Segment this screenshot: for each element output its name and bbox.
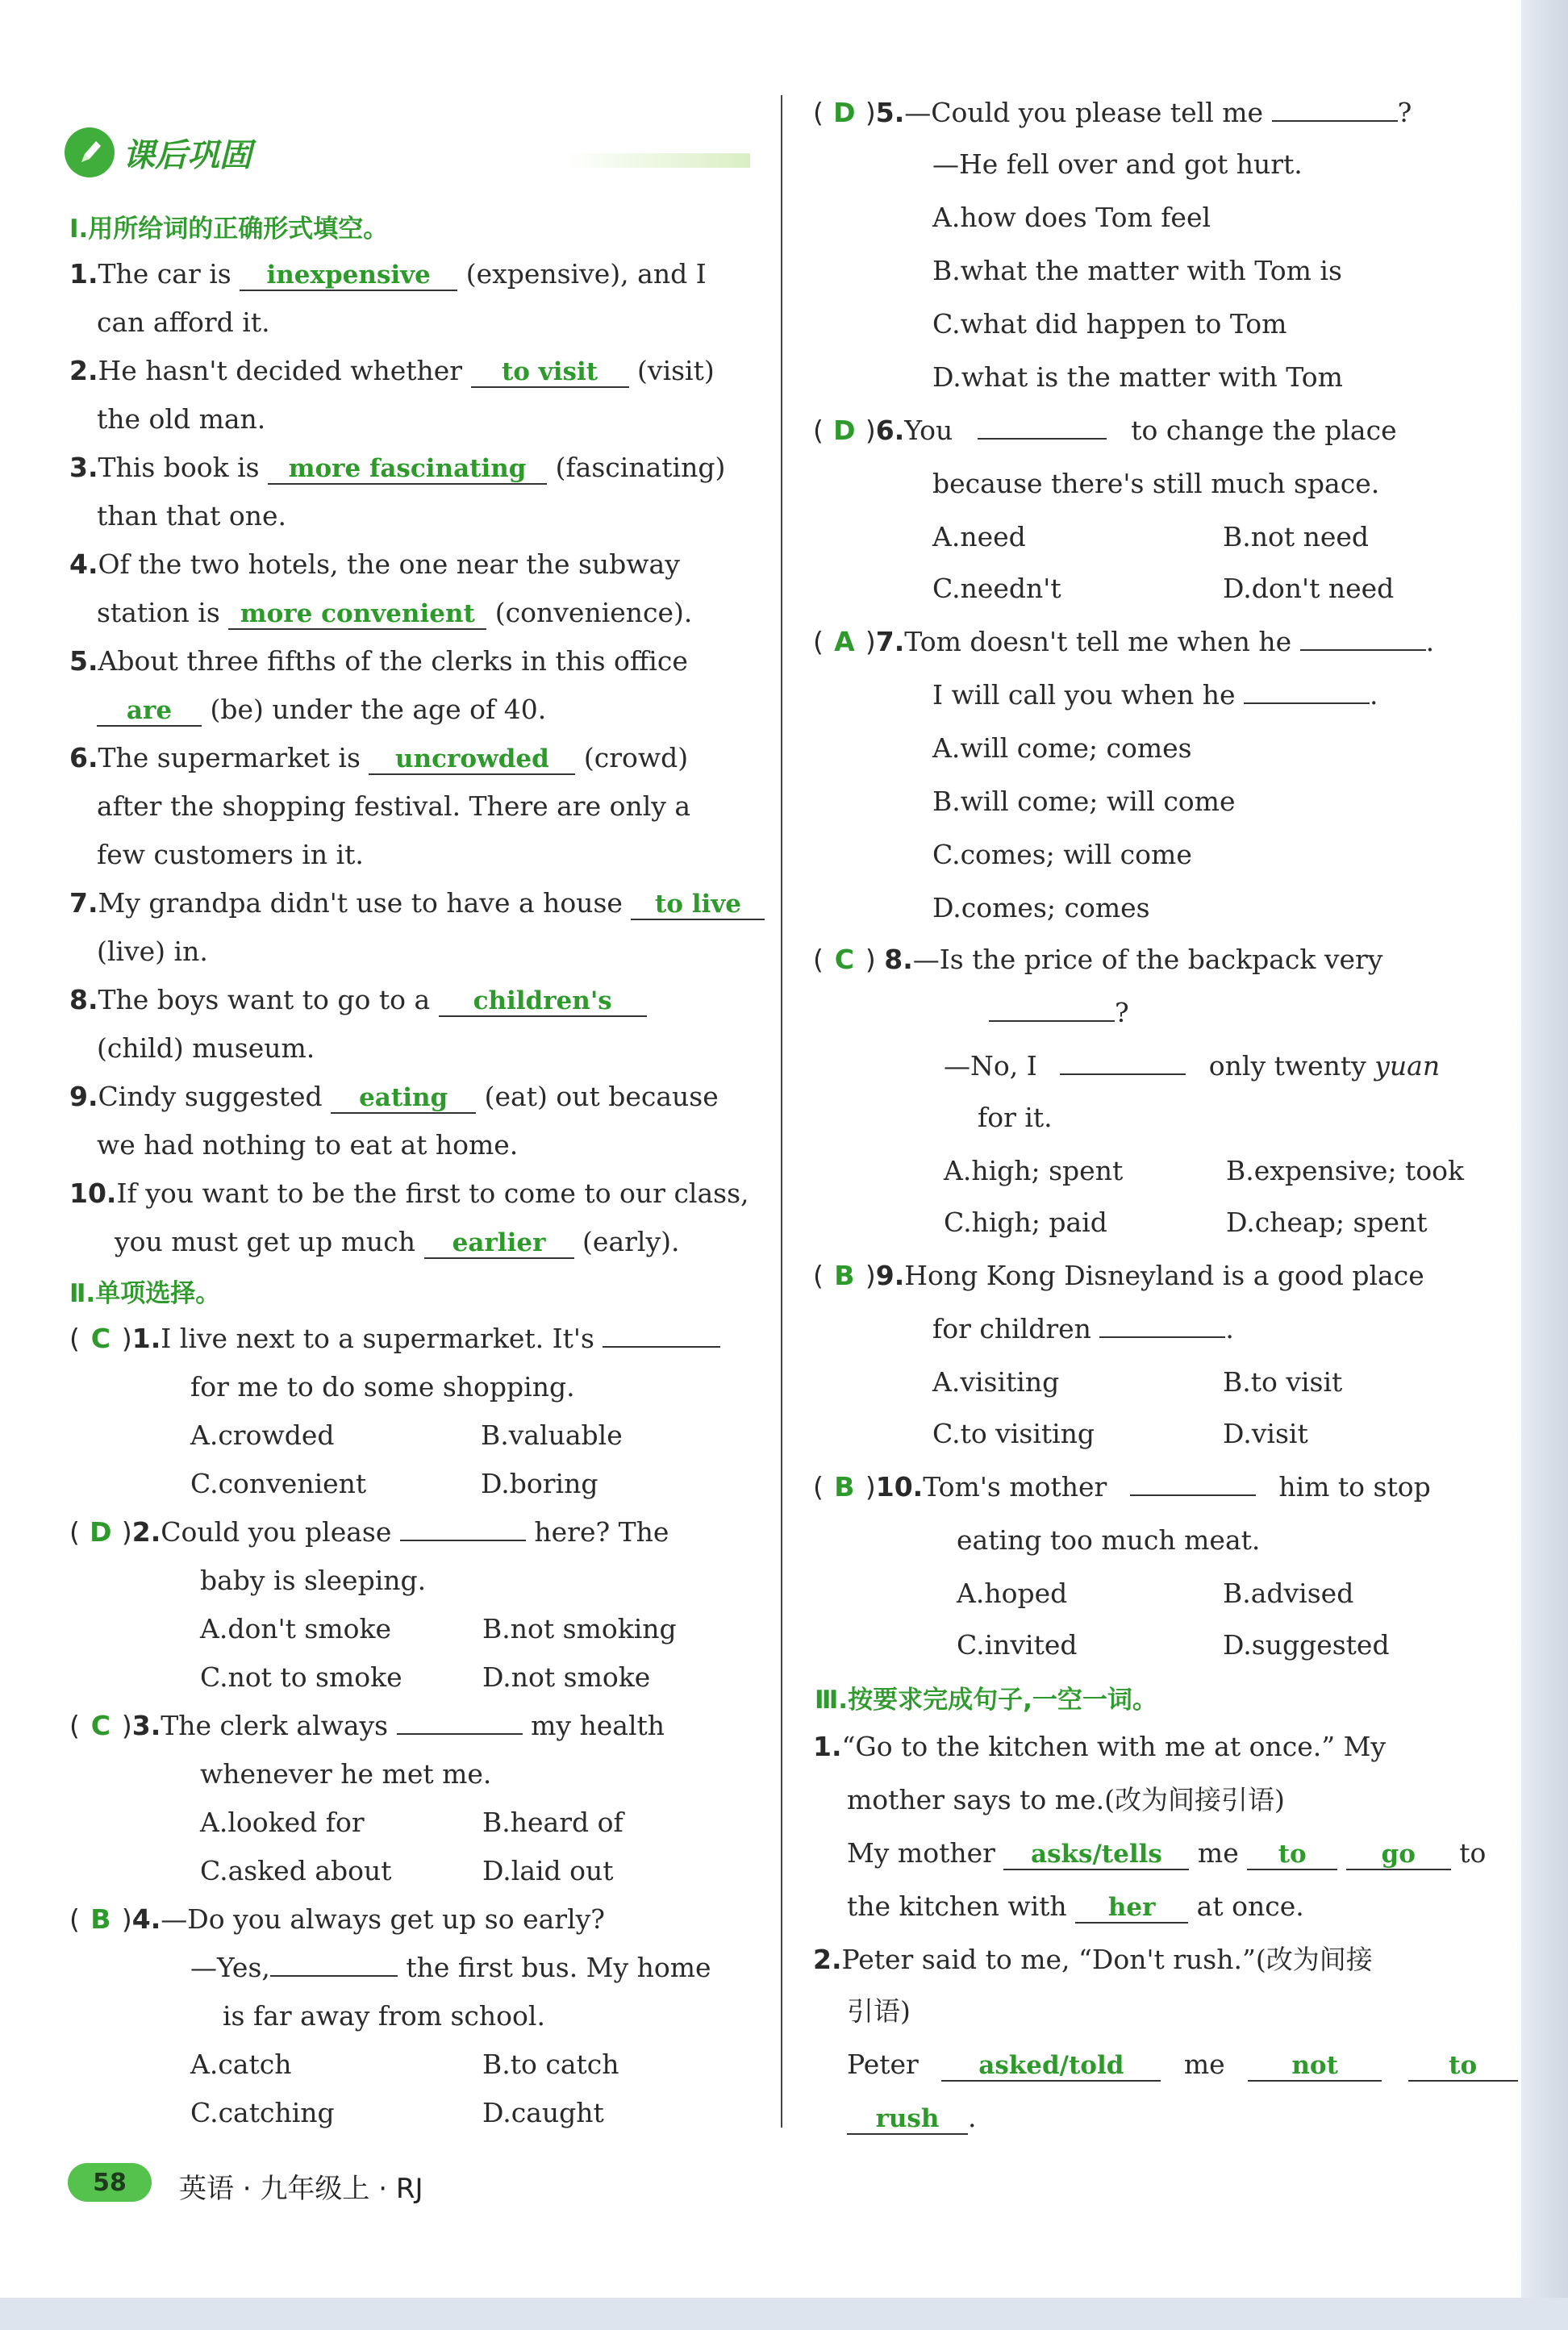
mc-item-2-cont: baby is sleeping.: [200, 1565, 427, 1596]
option-b[interactable]: B.heard of: [482, 1807, 623, 1838]
option-c[interactable]: C.needn't: [932, 573, 1061, 604]
answer-blank[interactable]: are: [97, 696, 202, 727]
option-b[interactable]: B.what the matter with Tom is: [932, 255, 1342, 286]
fill-item-6: 6.The supermarket is uncrowded (crowd): [69, 742, 689, 773]
option-a[interactable]: A.visiting: [932, 1366, 1060, 1398]
answer-blank[interactable]: not: [1248, 2051, 1382, 2082]
option-b[interactable]: B.not need: [1223, 521, 1370, 552]
answer-blank[interactable]: asked/told: [941, 2051, 1161, 2082]
rewrite-item-1-answer2: the kitchen with her at once.: [847, 1890, 1304, 1922]
option-c[interactable]: C.catching: [190, 2097, 335, 2128]
pencil-icon: [65, 127, 115, 177]
option-c[interactable]: C.convenient: [190, 1468, 367, 1499]
fill-item-4: 4.Of the two hotels, the one near the subway: [69, 548, 680, 580]
rewrite-item-1-cont: mother says to me.(改为间接引语): [847, 1784, 1285, 1815]
fill-item-10: 10.If you want to be the first to come to our class,: [69, 1178, 749, 1209]
answer-blank[interactable]: asks/tells: [1003, 1840, 1189, 1870]
answer-blank[interactable]: uncrowded: [369, 744, 575, 775]
rewrite-item-1-answer: My mother asks/tells me to go to: [847, 1837, 1487, 1869]
mc-item-8-cont3: for it.: [978, 1102, 1053, 1133]
mc-item-5-cont: —He fell over and got hurt.: [932, 148, 1303, 180]
mc-item-7: ( A )7.Tom doesn't tell me when he .: [813, 626, 1435, 657]
option-d[interactable]: D.boring: [481, 1468, 598, 1499]
option-a[interactable]: A.don't smoke: [200, 1613, 392, 1644]
mc-answer[interactable]: C: [90, 1323, 111, 1354]
option-d[interactable]: D.don't need: [1223, 573, 1395, 604]
fill-item-1: 1.The car is inexpensive (expensive), and I: [69, 258, 707, 290]
mc-item-8-cont: ?: [989, 997, 1129, 1029]
mc-item-9: ( B )9.Hong Kong Disneyland is a good place: [813, 1260, 1424, 1291]
fill-item-7: 7.My grandpa didn't use to have a house to live: [69, 887, 765, 920]
answer-blank[interactable]: [270, 1975, 398, 1977]
rewrite-item-2-answer: Peter asked/told me not to: [847, 2049, 1518, 2082]
option-d[interactable]: D.not smoke: [482, 1661, 651, 1693]
option-a[interactable]: A.looked for: [200, 1807, 365, 1838]
mc-item-1: ( C )1.I live next to a supermarket. It's: [69, 1323, 720, 1355]
footer-subject: 英语 · 九年级上 · RJ: [179, 2173, 423, 2205]
answer-blank[interactable]: more convenient: [228, 599, 486, 630]
answer-blank[interactable]: to visit: [471, 357, 629, 388]
answer-blank[interactable]: [400, 1540, 526, 1541]
option-a[interactable]: A.catch: [190, 2049, 292, 2080]
mc-item-8-cont2: —No, I only twenty yuan: [944, 1050, 1441, 1082]
fill-item-8: 8.The boys want to go to a children's: [69, 984, 647, 1017]
option-b[interactable]: B.to catch: [482, 2049, 619, 2080]
option-c[interactable]: C.invited: [957, 1629, 1078, 1661]
page-edge-shadow: [1521, 0, 1568, 2330]
mc-answer[interactable]: A: [834, 626, 855, 657]
option-d[interactable]: D.visit: [1223, 1418, 1308, 1449]
option-c[interactable]: C.asked about: [200, 1855, 392, 1886]
mc-answer[interactable]: B: [90, 1903, 111, 1935]
mc-answer[interactable]: D: [833, 97, 856, 128]
answer-blank[interactable]: to: [1247, 1840, 1337, 1870]
fill-item-5: 5.About three fifths of the clerks in this office: [69, 645, 688, 677]
option-d[interactable]: D.laid out: [482, 1855, 614, 1886]
fill-item-7-cont: (live) in.: [97, 936, 208, 967]
option-c[interactable]: C.to visiting: [932, 1418, 1095, 1449]
section-3-title: Ⅲ.按要求完成句子,一空一词。: [815, 1686, 1157, 1715]
mc-item-3: ( C )3.The clerk always my health: [69, 1710, 665, 1741]
section-1-title: Ⅰ.用所给词的正确形式填空。: [69, 215, 389, 244]
option-b[interactable]: B.advised: [1223, 1578, 1354, 1609]
mc-item-7-cont: I will call you when he .: [932, 679, 1378, 711]
option-a[interactable]: A.crowded: [190, 1419, 335, 1451]
option-b[interactable]: B.to visit: [1223, 1366, 1343, 1398]
option-a[interactable]: A.how does Tom feel: [932, 202, 1211, 233]
option-a[interactable]: A.will come; comes: [932, 732, 1192, 764]
fill-item-3: 3.This book is more fascinating (fascinating): [69, 452, 726, 483]
answer-blank[interactable]: more fascinating: [268, 454, 547, 485]
answer-blank[interactable]: her: [1075, 1893, 1188, 1924]
answer-blank[interactable]: [1099, 1336, 1225, 1338]
mc-answer[interactable]: C: [834, 944, 854, 975]
mc-answer[interactable]: B: [834, 1471, 855, 1503]
answer-blank[interactable]: [397, 1733, 523, 1735]
option-d[interactable]: D.cheap; spent: [1226, 1207, 1428, 1238]
mc-item-4: ( B )4.—Do you always get up so early?: [69, 1903, 605, 1935]
mc-answer[interactable]: D: [90, 1516, 112, 1548]
mc-item-3-cont: whenever he met me.: [200, 1758, 492, 1790]
option-d[interactable]: D.caught: [482, 2097, 604, 2128]
rewrite-item-2-answer2: rush .: [847, 2102, 977, 2135]
mc-item-1-cont: for me to do some shopping.: [190, 1371, 575, 1403]
mc-item-10: ( B )10.Tom's mother him to stop: [813, 1471, 1431, 1503]
fill-item-9-cont: we had nothing to eat at home.: [97, 1129, 519, 1161]
fill-item-2-cont: the old man.: [97, 403, 266, 435]
answer-blank[interactable]: eating: [331, 1083, 476, 1114]
answer-blank[interactable]: to live: [631, 890, 765, 920]
mc-answer[interactable]: C: [90, 1710, 111, 1741]
mc-answer[interactable]: D: [833, 415, 856, 446]
option-b[interactable]: B.not smoking: [482, 1613, 677, 1644]
option-d[interactable]: D.comes; comes: [932, 892, 1150, 923]
mc-item-8: ( C ) 8.—Is the price of the backpack very: [813, 944, 1383, 975]
fill-item-6-cont2: few customers in it.: [97, 839, 364, 870]
rewrite-item-2: 2.Peter said to me, “Don't rush.”(改为间接: [813, 1944, 1373, 1975]
answer-blank[interactable]: [603, 1346, 720, 1348]
option-c[interactable]: C.comes; will come: [932, 839, 1192, 870]
fill-item-9: 9.Cindy suggested eating (eat) out because: [69, 1081, 719, 1112]
mc-answer[interactable]: B: [834, 1260, 855, 1291]
fill-item-2: 2.He hasn't decided whether to visit (visit): [69, 355, 715, 386]
answer-blank[interactable]: [978, 438, 1107, 440]
answer-blank[interactable]: [1060, 1073, 1186, 1075]
answer-blank[interactable]: children's: [439, 986, 647, 1017]
option-b[interactable]: B.will come; will come: [932, 786, 1236, 817]
page-number-badge: 58: [68, 2163, 152, 2202]
answer-blank[interactable]: [1130, 1494, 1256, 1496]
mc-item-2: ( D )2.Could you please here? The: [69, 1516, 669, 1548]
fill-item-1-cont: can afford it.: [97, 306, 270, 338]
answer-blank[interactable]: to: [1408, 2051, 1518, 2082]
fill-item-8-cont: (child) museum.: [97, 1032, 315, 1064]
section-2-title: Ⅱ.单项选择。: [69, 1279, 221, 1308]
option-b[interactable]: B.expensive; took: [1226, 1155, 1465, 1186]
answer-blank[interactable]: earlier: [424, 1228, 574, 1259]
header-decoration: [565, 153, 750, 168]
option-a[interactable]: A.hoped: [957, 1578, 1068, 1609]
rewrite-item-2-cont: 引语): [847, 1995, 911, 2027]
answer-blank[interactable]: go: [1346, 1840, 1451, 1870]
mc-item-4-cont2: is far away from school.: [223, 2000, 545, 2032]
option-c[interactable]: C.not to smoke: [200, 1661, 402, 1693]
option-a[interactable]: A.high; spent: [944, 1155, 1124, 1186]
fill-item-3-cont: than that one.: [97, 500, 287, 531]
mc-item-6-cont: because there's still much space.: [932, 468, 1380, 499]
answer-blank[interactable]: [989, 1020, 1115, 1022]
fill-item-6-cont: after the shopping festival. There are only a: [97, 790, 691, 822]
header-title: 课后巩固: [123, 136, 252, 174]
answer-blank[interactable]: [1272, 120, 1398, 122]
option-d[interactable]: D.what is the matter with Tom: [932, 361, 1343, 393]
mc-item-4-cont: —Yes, the first bus. My home: [190, 1952, 711, 1983]
option-b[interactable]: B.valuable: [481, 1419, 623, 1451]
fill-item-4-cont: station is more convenient (convenience).: [97, 597, 693, 628]
answer-blank[interactable]: inexpensive: [240, 261, 457, 291]
answer-blank[interactable]: rush: [847, 2104, 968, 2135]
page-bottom-shadow: [0, 2298, 1568, 2330]
section-header: [65, 127, 252, 177]
option-c[interactable]: C.high; paid: [944, 1207, 1107, 1238]
rewrite-item-1: 1.“Go to the kitchen with me at once.” My: [813, 1731, 1387, 1762]
option-c[interactable]: C.what did happen to Tom: [932, 308, 1287, 340]
mc-item-10-cont: eating too much meat.: [957, 1524, 1261, 1556]
mc-item-9-cont: for children .: [932, 1313, 1234, 1344]
fill-item-10-cont: you must get up much earlier (early).: [115, 1226, 680, 1257]
answer-blank[interactable]: [1300, 649, 1426, 651]
answer-blank[interactable]: [1244, 702, 1370, 704]
mc-item-5: ( D )5.—Could you please tell me ?: [813, 97, 1412, 128]
mc-item-6: ( D )6.You to change the place: [813, 415, 1397, 446]
option-a[interactable]: A.need: [932, 521, 1026, 552]
fill-item-5-cont: are (be) under the age of 40.: [97, 694, 546, 727]
column-divider: [781, 95, 782, 2128]
option-d[interactable]: D.suggested: [1223, 1629, 1390, 1661]
